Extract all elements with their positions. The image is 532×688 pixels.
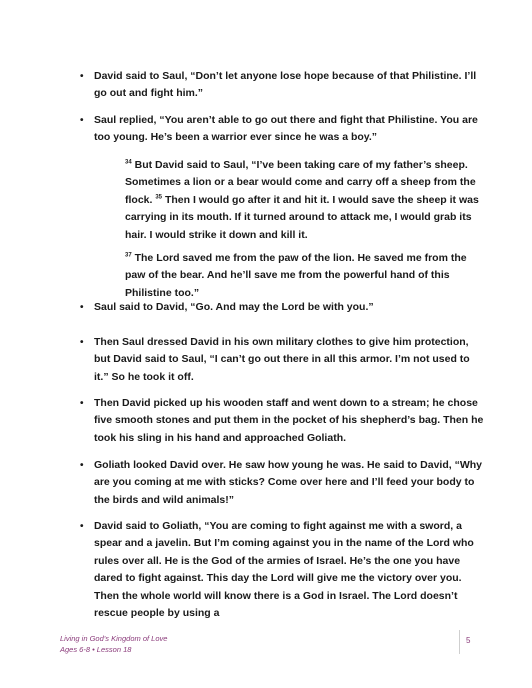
page-number: 5 [466, 636, 471, 645]
bullet-text: David said to Saul, “Don’t let anyone lose hope because of that Philistine. I’ll go out and fight him.” [94, 70, 477, 100]
bullet-text: Saul replied, “You aren’t able to go out there and fight that Philistine. You are too young. He’s been a warrior ever since he was a boy.” [94, 114, 478, 144]
bullet-text: Saul said to David, “Go. And may the Lord be with you.” [94, 301, 374, 313]
verse-text: But David said to Saul, “I’ve been taking care of my father’s sheep. Sometimes a lion or a bear would come and carry off a sheep from the flock. [125, 159, 476, 206]
footer-title: Living in God’s Kingdom of Love [60, 634, 168, 643]
bullet-icon: • [80, 302, 84, 313]
bullet-icon: • [80, 71, 84, 82]
bullet-item [80, 395, 484, 447]
verse-number: 34 [125, 159, 132, 166]
bullet-text: Then David picked up his wooden staff and went down to a stream; he chose five smooth stones and put them in the pocket of his shepherd’s bag. Then he took his sling in his hand and approached Goliath. [94, 397, 484, 444]
verse-text: The Lord saved me from the paw of the lion. He saved me from the paw of the bear. And he’ll save me from the powerful hand of this Philistine too.” [125, 252, 467, 299]
scripture-quote [125, 250, 487, 302]
bullet-item [80, 518, 484, 622]
bullet-icon: • [80, 521, 84, 532]
bullet-item [80, 457, 484, 509]
bullet-item [80, 112, 484, 147]
verse-text: Then I would go after it and hit it. I would save the sheep it was carrying in its mouth. If it turned around to attack me, I would grab its hair. I would strike it down and kill it. [125, 193, 479, 241]
bullet-text: Then Saul dressed David in his own military clothes to give him protection, but David said to Saul, “I can’t go out there in all this armor. I’m not used to it.” So he took it off. [94, 336, 470, 383]
bullet-text: David said to Goliath, “You are coming to fight against me with a sword, a spear and a javelin. But I’m coming against you in the name of the Lord who rules over all. He is the God of the armies of Israel. He’s the one you have dared to fight against. This day the Lord will give me the victory over you. Then the whole world will know there is a God in Israel. The Lord doesn’t rescue people by using a [94, 520, 474, 620]
bullet-item [80, 334, 484, 386]
scripture-quote [125, 157, 487, 244]
bullet-icon: • [80, 460, 84, 471]
bullet-icon: • [80, 115, 84, 126]
footer-subtitle: Ages 6-8 • Lesson 18 [60, 645, 132, 654]
footer-divider [459, 630, 460, 654]
bullet-text: Goliath looked David over. He saw how young he was. He said to David, “Why are you coming at me with sticks? Come over here and I’ll feed your body to the birds and wild animals!” [94, 459, 482, 506]
verse-number: 35 [155, 194, 163, 201]
bullet-item [80, 68, 484, 103]
bullet-icon: • [80, 398, 84, 409]
verse-number: 37 [125, 252, 132, 259]
bullet-item [80, 299, 484, 316]
bullet-icon: • [80, 337, 84, 348]
